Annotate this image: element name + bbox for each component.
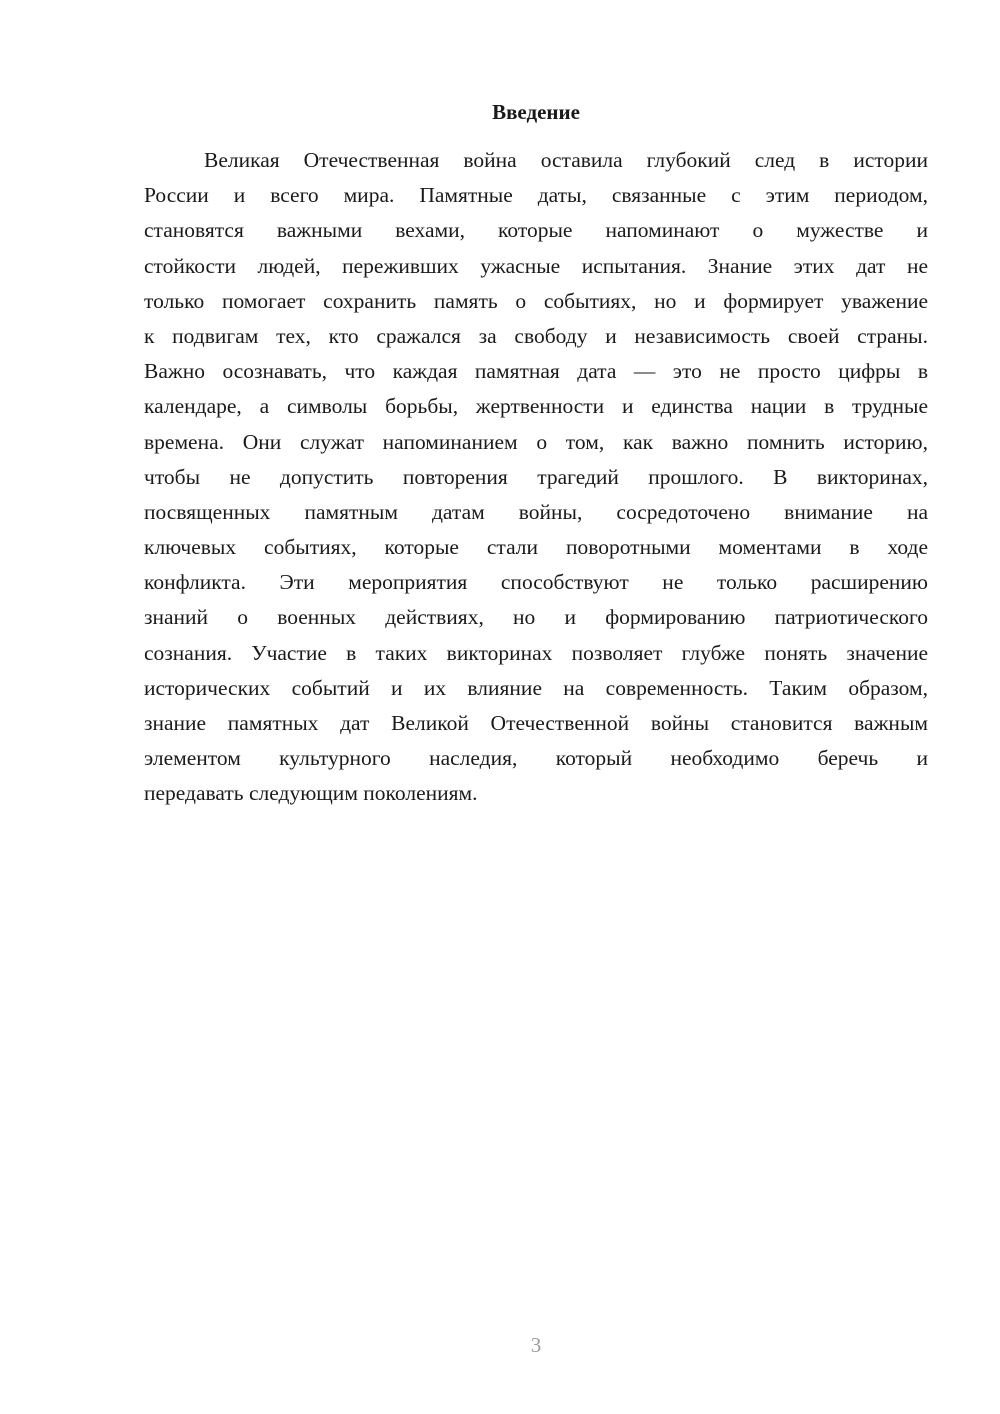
paragraph-line: элементом культурного наследия, который необходимо беречь и <box>144 746 928 771</box>
section-heading: Введение <box>492 100 580 124</box>
paragraph-line: передавать следующим поколениям. <box>144 781 478 806</box>
paragraph-line: Великая Отечественная война оставила глубокий след в истории <box>204 148 928 172</box>
paragraph-line: становятся важными вехами, которые напоминают о мужестве и <box>144 218 928 243</box>
page-number: 3 <box>530 1333 542 1357</box>
paragraph-line: знание памятных дат Великой Отечественной войны становится важным <box>144 711 928 735</box>
paragraph-line: исторических событий и их влияние на современность. Таким образом, <box>144 675 928 700</box>
paragraph-line: времена. Они служат напоминанием о том, как важно помнить историю, <box>144 429 928 454</box>
paragraph-line: только помогает сохранить память о событиях, но и формирует уважение <box>144 288 928 313</box>
paragraph-line: России и всего мира. Памятные даты, связанные с этим периодом, <box>144 183 928 208</box>
paragraph-line: сознания. Участие в таких викторинах позволяет глубже понять значение <box>144 640 928 665</box>
paragraph-line: чтобы не допустить повторения трагедий прошлого. В викторинах, <box>144 464 928 489</box>
paragraph-line: ключевых событиях, которые стали поворотными моментами в ходе <box>144 535 928 560</box>
paragraph-line: к подвигам тех, кто сражался за свободу и независимость своей страны. <box>144 323 928 348</box>
paragraph-line: знаний о военных действиях, но и формированию патриотического <box>144 605 928 630</box>
paragraph-line: посвященных памятным датам войны, сосредоточено внимание на <box>144 499 928 524</box>
paragraph-line: календаре, а символы борьбы, жертвенности и единства нации в трудные <box>144 394 928 419</box>
introduction-paragraph <box>144 143 928 812</box>
paragraph-line: Важно осознавать, что каждая памятная дата — это не просто цифры в <box>144 359 928 384</box>
paragraph-line: стойкости людей, переживших ужасные испытания. Знание этих дат не <box>144 253 928 278</box>
paragraph-line: конфликта. Эти мероприятия способствуют не только расширению <box>144 570 928 595</box>
